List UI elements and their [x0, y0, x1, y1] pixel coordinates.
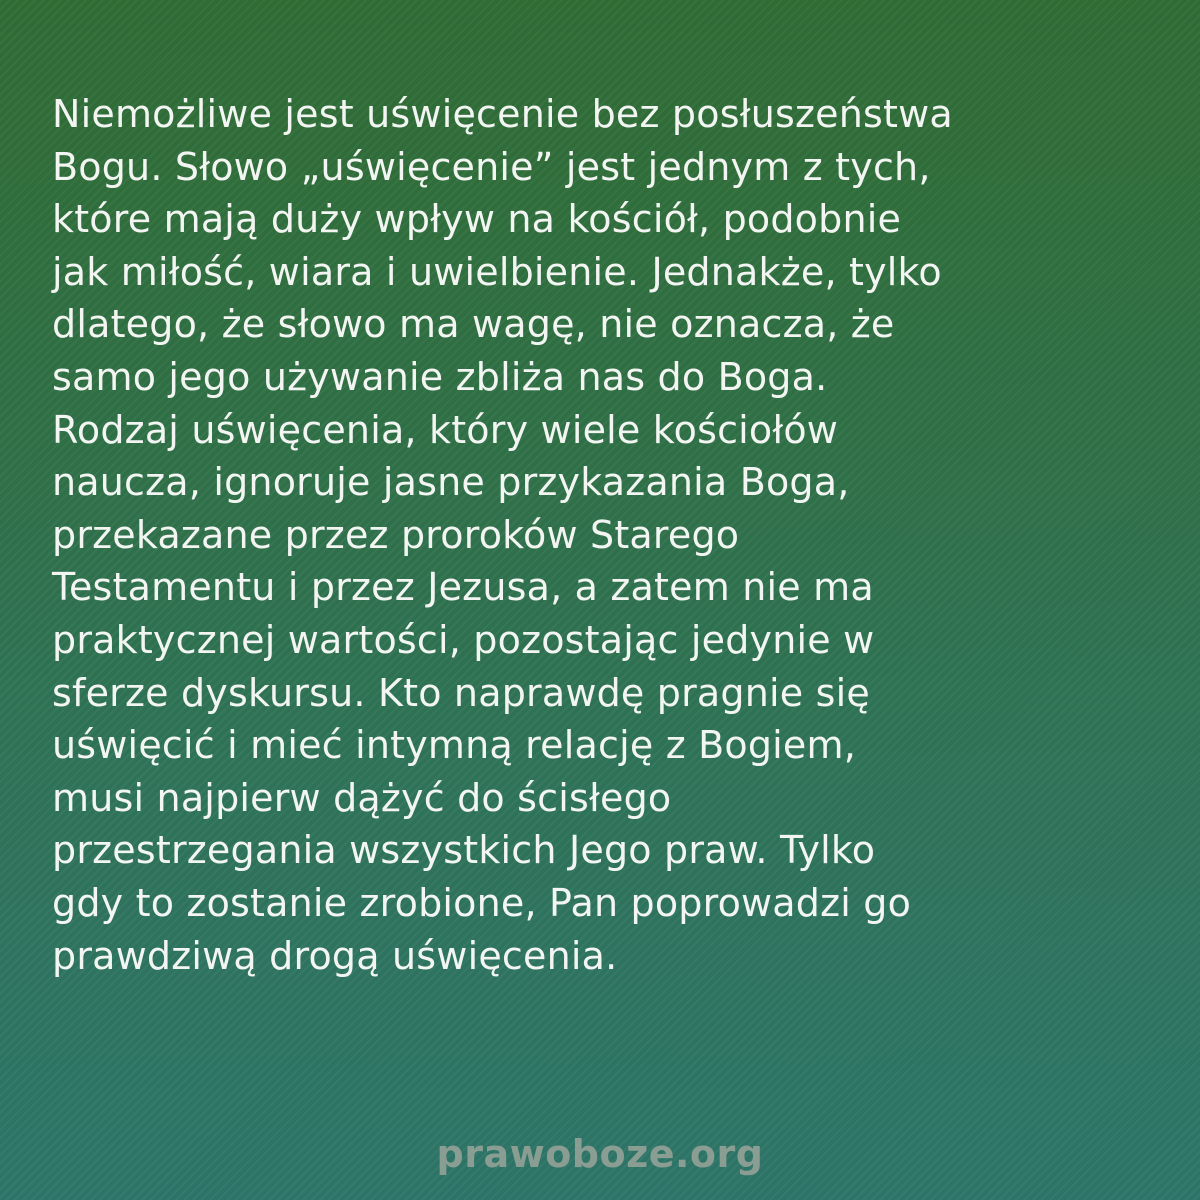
quote-text	[52, 88, 1162, 982]
quote-line: naucza, ignoruje jasne przykazania Boga,	[52, 460, 850, 505]
quote-line: gdy to zostanie zrobione, Pan poprowadzi go	[52, 880, 912, 925]
quote-line: uświęcić i mieć intymną relację z Bogiem,	[52, 723, 856, 768]
source-watermark: prawoboze.org	[436, 1132, 764, 1176]
quote-line: przekazane przez proroków Starego	[52, 512, 740, 557]
quote-line: samo jego używanie zbliża nas do Boga.	[52, 354, 828, 399]
quote-line: Testamentu i przez Jezusa, a zatem nie ma	[52, 565, 874, 610]
quote-line: sferze dyskursu. Kto naprawdę pragnie się	[52, 670, 870, 715]
quote-line: praktycznej wartości, pozostając jedynie w	[52, 617, 875, 662]
quote-line: które mają duży wpływ na kościół, podobnie	[52, 197, 902, 242]
quote-line: musi najpierw dążyć do ścisłego	[52, 775, 672, 820]
quote-line: Rodzaj uświęcenia, który wiele kościołów	[52, 407, 839, 452]
quote-line: prawdziwą drogą uświęcenia.	[52, 933, 618, 978]
quote-line: jak miłość, wiara i uwielbienie. Jednakże, tylko	[52, 249, 942, 294]
quote-line: przestrzegania wszystkich Jego praw. Tylko	[52, 828, 876, 873]
quote-line: Bogu. Słowo „uświęcenie” jest jednym z tych,	[52, 144, 931, 189]
quote-line: dlatego, że słowo ma wagę, nie oznacza, że	[52, 302, 895, 347]
quote-line: Niemożliwe jest uświęcenie bez posłuszeństwa	[52, 92, 953, 136]
